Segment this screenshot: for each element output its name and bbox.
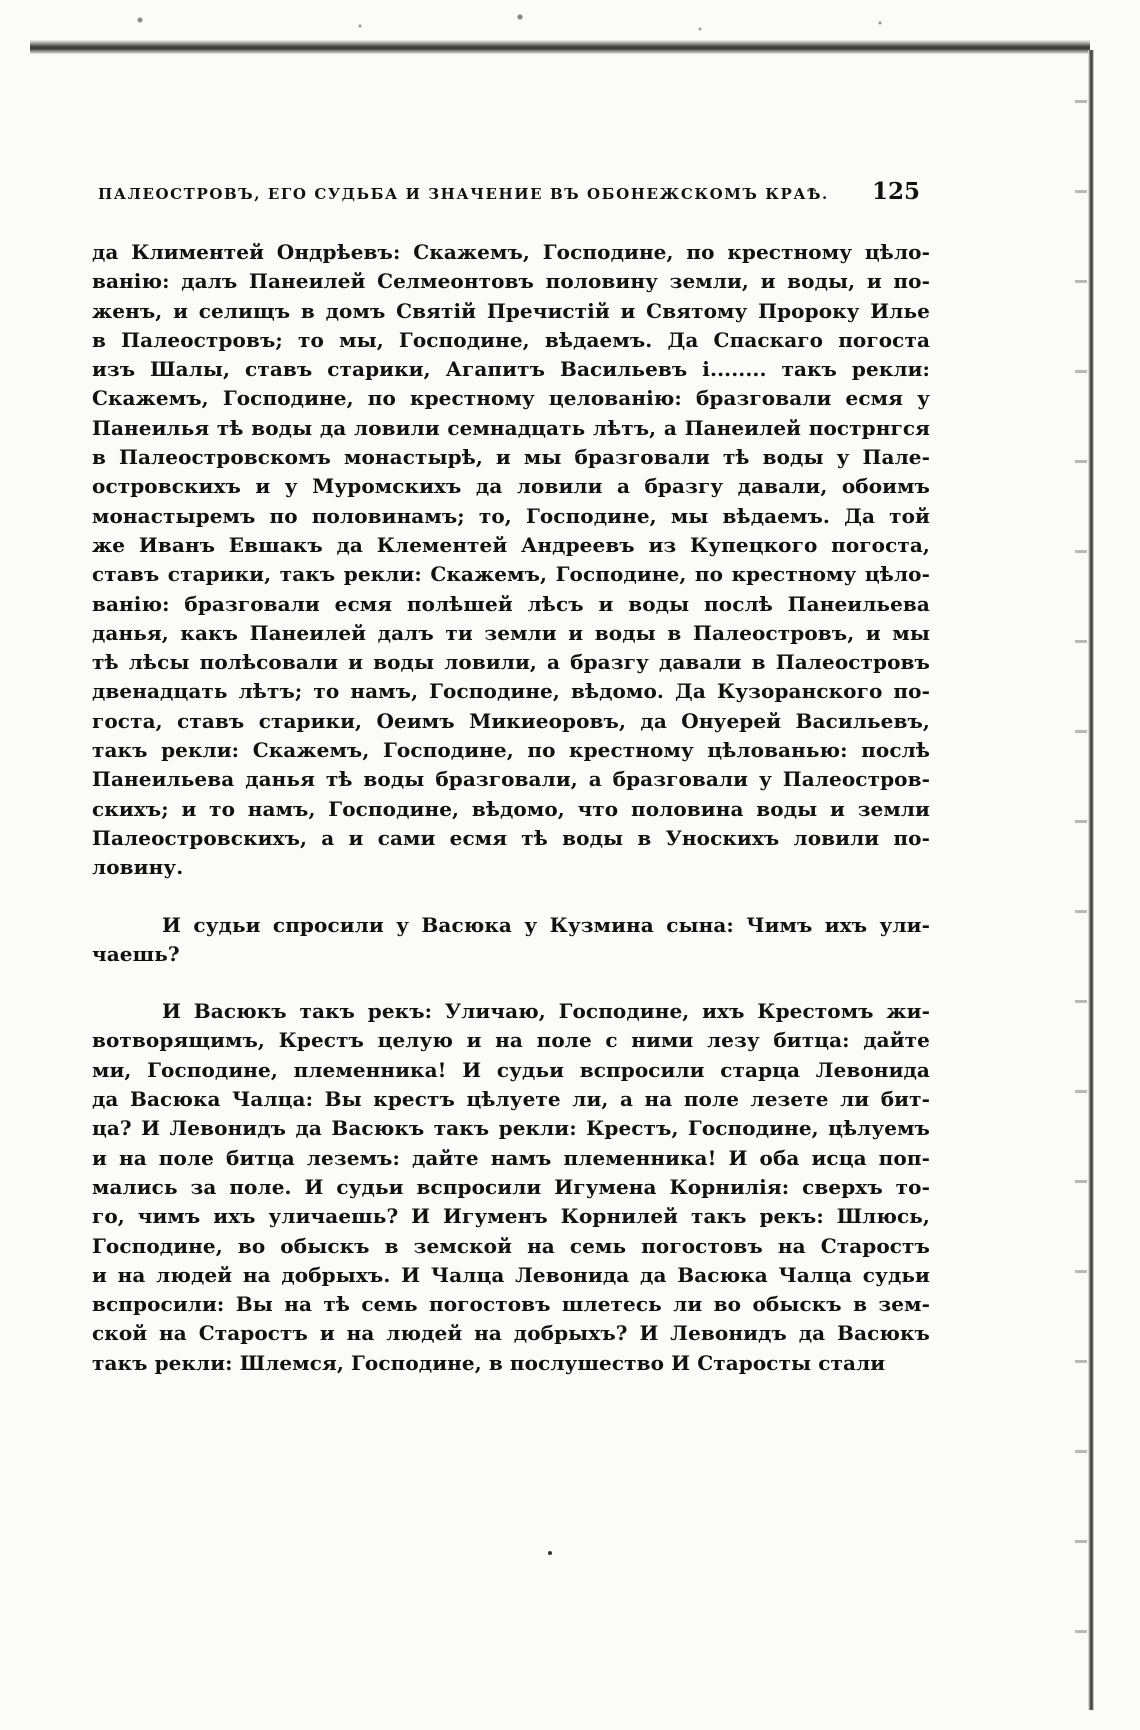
text-line: И судьи спросили у Васюка у Кузмина сына: Чимъ ихъ ули- (162, 912, 930, 937)
text-line: монастыремъ по половинамъ; то, Господине, мы вѣдаемъ. Да той (92, 503, 930, 528)
body-text (92, 238, 930, 1378)
text-line: тѣ лѣсы полѣсовали и воды ловили, а бразгу давали в Палеостровъ (92, 650, 930, 675)
text-line: И Васюкъ такъ рекъ: Уличаю, Господине, ихъ Крестомъ жи- (162, 999, 930, 1024)
running-head: ПАЛЕОСТРОВЪ, ЕГО СУДЬБА И ЗНАЧЕНИЕ ВЪ ОБОНЕЖСКОМЪ КРАѢ. (98, 185, 829, 203)
scan-top-noise (60, 8, 1060, 38)
text-line: в Палеостровскомъ монастырѣ, и мы бразговали тѣ воды у Пале- (92, 445, 930, 470)
scan-dot (548, 1551, 552, 1555)
text-line: двенадцать лѣтъ; то намъ, Господине, вѣдомо. Да Кузоранского по- (92, 679, 930, 704)
paragraph (92, 238, 930, 883)
text-line: госта, ставъ старики, Оеимъ Микиеоровъ, да Онуерей Васильевъ, (92, 708, 930, 733)
text-line: Панеильева данья тѣ воды бразговали, а бразговали у Палеостров- (92, 767, 930, 792)
page-header (98, 178, 920, 212)
text-line: да Васюка Чалца: Вы крестъ цѣлуете ли, а на поле лезете ли бит- (92, 1087, 930, 1112)
text-line: ванію: далъ Панеилей Селмеонтовъ половину земли, и воды, и по- (92, 269, 930, 294)
text-line: и на людей на добрыхъ. И Чалца Левонида да Васюка Чалца судьи (92, 1262, 930, 1287)
text-line: и на поле битца леземъ: дайте намъ племенника! И оба исца поп- (92, 1145, 930, 1170)
text-line: ца? И Левонидъ да Васюкъ такъ рекли: Крестъ, Господине, цѣлуемъ (92, 1116, 930, 1141)
text-line: такъ рекли: Шлемся, Господине, в послушество И Старосты стали (92, 1350, 886, 1375)
paragraph-gap (92, 969, 930, 997)
text-line: такъ рекли: Скажемъ, Господине, по крестному цѣлованью: послѣ (92, 738, 930, 763)
text-line: Скажемъ, Господине, по крестному целованію: бразговали есмя у (92, 386, 930, 411)
text-line: Господине, во обыскъ в земской на семь погостовъ на Старостъ (92, 1233, 930, 1258)
text-line: данья, какъ Панеилей далъ ти земли и воды в Палеостровъ, и мы (92, 620, 930, 645)
text-line: изъ Шалы, ставъ старики, Агапитъ Васильевъ і........ такъ рекли: (92, 357, 930, 382)
text-line: ставъ старики, такъ рекли: Скажемъ, Господине, по крестному цѣло- (92, 562, 930, 587)
text-line: го, чимъ ихъ уличаешь? И Игуменъ Корнилей такъ рекъ: Шлюсь, (92, 1204, 930, 1229)
paragraph-gap (92, 883, 930, 911)
text-line: ванію: бразговали есмя полѣшей лѣсъ и воды послѣ Панеильева (92, 591, 930, 616)
text-line: вотворящимъ, Крестъ целую и на поле с ними лезу битца: дайте (92, 1028, 930, 1053)
scan-right-fringe (1075, 60, 1087, 1700)
scan-right-edge (1088, 50, 1094, 1710)
text-line: да Климентей Ондрѣевъ: Скажемъ, Господине, по крестному цѣло- (92, 240, 930, 264)
scan-top-edge (30, 40, 1090, 54)
text-line: мались за поле. И судьи вспросили Игумена Корнилія: сверхъ то- (92, 1174, 930, 1199)
paragraph (92, 911, 930, 970)
text-line: ской на Старостъ и на людей на добрыхъ? И Левонидъ да Васюкъ (92, 1321, 930, 1346)
text-line: чаешь? (92, 941, 180, 966)
text-line: ловину. (92, 855, 184, 880)
paragraph (92, 997, 930, 1378)
text-line: ми, Господине, племенника! И судьи вспросили старца Левонида (92, 1057, 930, 1082)
text-line: женъ, и селищъ в домъ Святій Пречистій и Святому Пророку Илье (92, 298, 930, 323)
page-number: 125 (871, 178, 920, 205)
text-line: Палеостровскихъ, а и сами есмя тѣ воды в Уноскихъ ловили по- (92, 825, 930, 850)
text-line: вспросили: Вы на тѣ семь погостовъ шлетесь ли во обыскъ в зем- (92, 1292, 930, 1317)
text-line: скихъ; и то намъ, Господине, вѣдомо, что половина воды и земли (92, 796, 930, 821)
text-line: в Палеостровъ; то мы, Господине, вѣдаемъ. Да Спаскаго погоста (92, 327, 930, 352)
text-line: Панеилья тѣ воды да ловили семнадцать лѣтъ, а Панеилей пострнгся (92, 415, 930, 440)
text-line: же Иванъ Евшакъ да Клементей Андреевъ из Купецкого погоста, (92, 532, 930, 557)
text-line: островскихъ и у Муромскихъ да ловили а бразгу давали, обоимъ (92, 474, 930, 499)
